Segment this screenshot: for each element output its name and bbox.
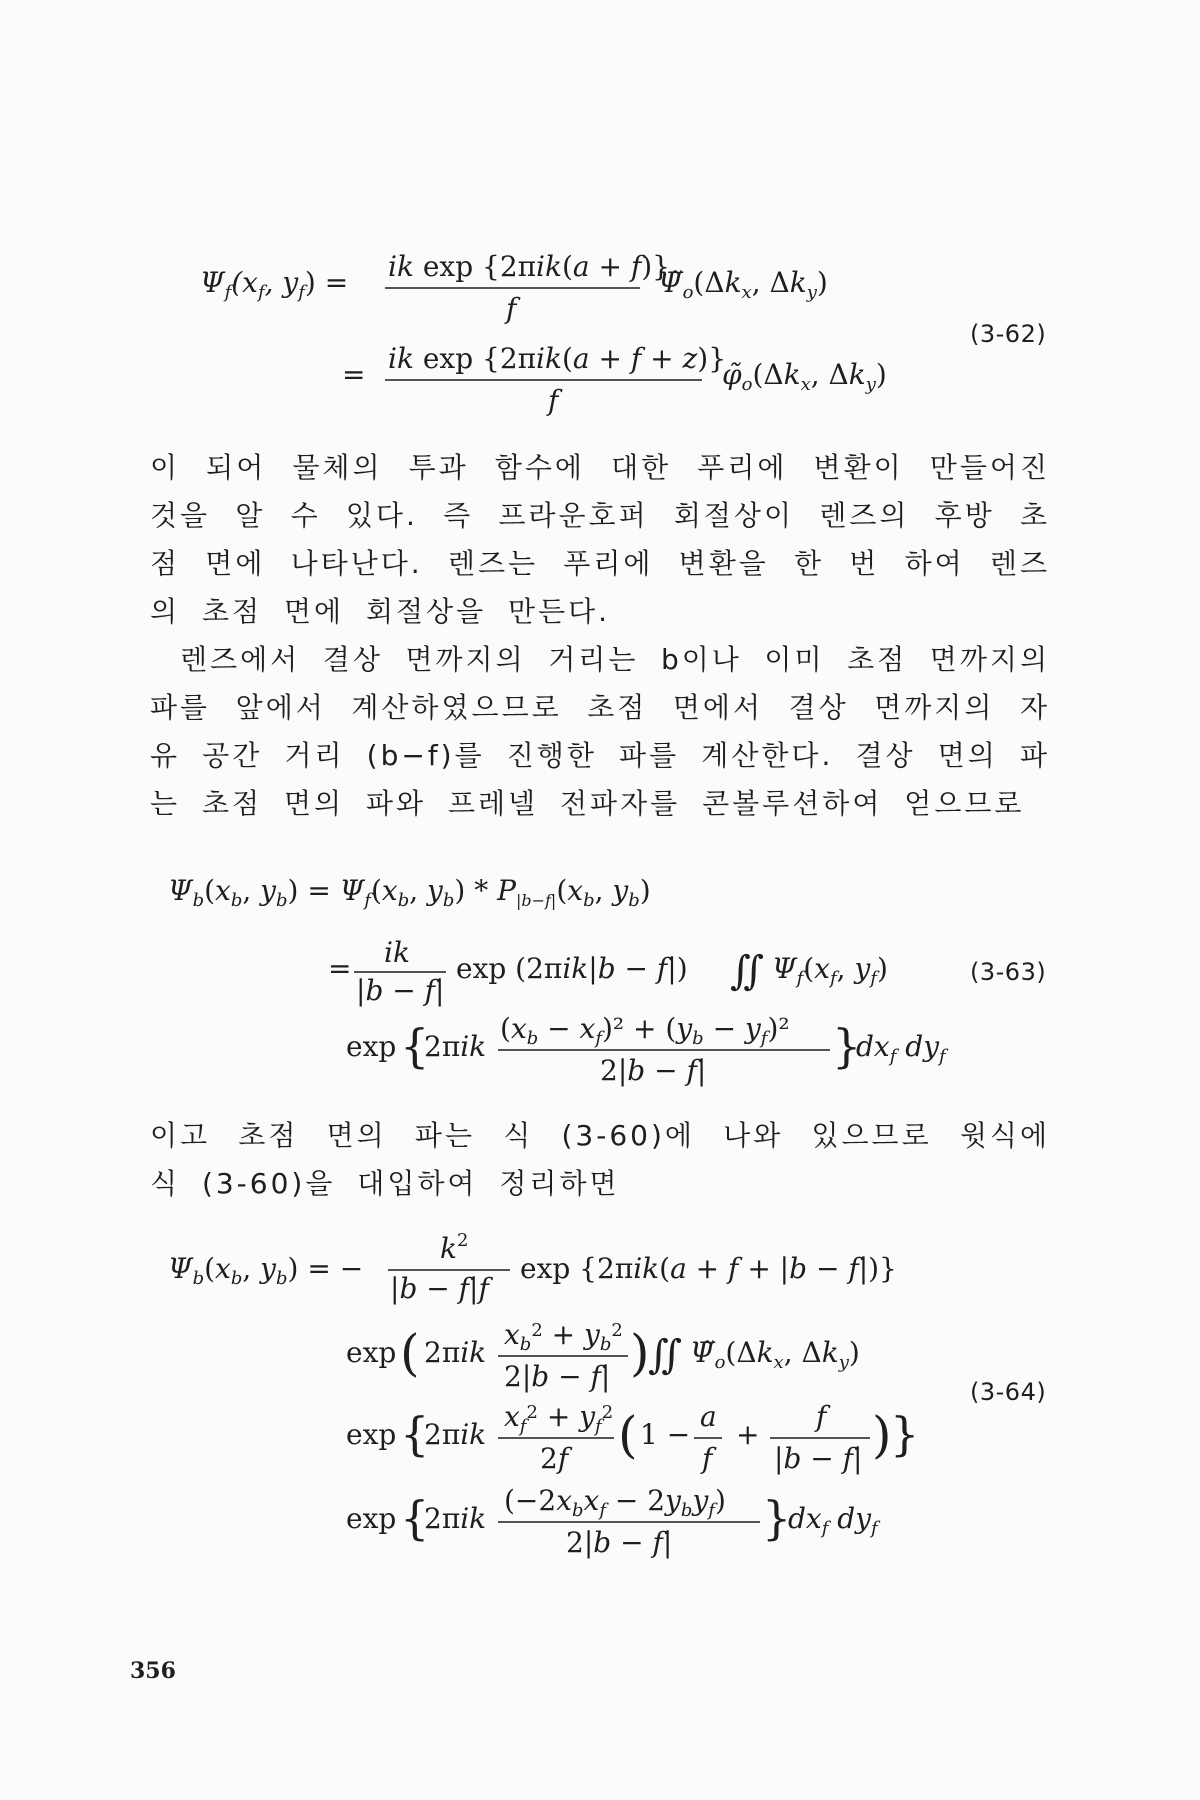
paragraph-3: 이고 초점 면의 파는 식 (3-60)에 나와 있으므로 윗식에 식 (3-60)을 대입하여 정리하면 (150, 1119, 1050, 1200)
equation-number: (3-62) (970, 320, 1047, 348)
svg-text:2πik: 2πik (424, 1030, 487, 1063)
svg-text:Ψ̃o(Δkx, Δky): $\Psĩ_o(\Delta k_x$, $\Delta k_y$) (658, 266, 828, 303)
svg-text:xf2 + yf2: $x_f^2 + y_f^2$ (504, 1400, 614, 1437)
svg-text:{: { (400, 1019, 430, 1073)
svg-text:f: f (548, 384, 559, 417)
svg-text:Ψf(xf, yf): $\Psi_f(x_f$, $y_f$) (772, 952, 888, 989)
svg-text:2|b − f|: 2|b − f| (504, 1360, 611, 1393)
svg-text:ik exp {2πik(a + f + z)}: ik exp {2πik(a + f + z)} (388, 342, 727, 375)
svg-text:∬: ∬ (648, 1332, 683, 1378)
svg-text:{: { (400, 1491, 430, 1545)
svg-text:f: f (506, 292, 517, 325)
svg-text:(−2xbxf − 2ybyf): $(-2x_bx_f - 2y_by_f)$ (504, 1484, 726, 1521)
svg-text:(: ( (400, 1324, 420, 1382)
equation-number: (3-64) (970, 1378, 1047, 1406)
svg-text:1 −: 1 − (640, 1418, 691, 1451)
paragraph-1: 이 되어 물체의 투과 함수에 대한 푸리에 변환이 만들어진 것을 알 수 있다. 즉 프라운호퍼 회절상이 렌즈의 후방 초점 면에 나타난다. 렌즈는 푸리에 변환을 한 번 하여 렌즈의 초점 면에 회절상을 만든다. (150, 451, 1050, 628)
svg-text:exp (2πik|b − f|): exp (2πik|b − f|) (456, 952, 688, 985)
svg-text:exp {2πik(a + f + |b − f|)}: exp {2πik(a + f + |b − f|)} (520, 1252, 897, 1285)
svg-text:f: f (816, 1400, 827, 1433)
svg-text:(: ( (618, 1406, 638, 1464)
svg-text:dxf dyf: $dx_f$ $dy_f$ (856, 1030, 946, 1067)
svg-text:f: f (702, 1442, 713, 1475)
svg-text:exp: exp (346, 1030, 397, 1063)
svg-text:exp: exp (346, 1336, 397, 1369)
svg-text:dxf dyf: $dx_f$ $dy_f$ (788, 1502, 878, 1539)
svg-text:2f: 2f (540, 1442, 569, 1475)
svg-text:=: = (342, 358, 366, 391)
svg-text:2|b − f|: 2|b − f| (600, 1054, 707, 1087)
svg-text:=: = (328, 952, 352, 985)
svg-text:Ψ̃o(Δkx, Δky): $\Psĩ_o(\Delta k_x$, $\Delta k_y$) (690, 1336, 860, 1373)
svg-text:): ) (872, 1406, 892, 1464)
svg-text:|b − f|: |b − f| (356, 974, 445, 1007)
svg-text:a: a (700, 1400, 717, 1433)
svg-text:Ψf(xf, yf) =: $\Psi_f(x_f$, $y_f$) = (200, 266, 349, 303)
svg-text:+: + (736, 1418, 760, 1451)
svg-text:}: } (890, 1407, 920, 1461)
equation-number: (3-63) (970, 958, 1047, 986)
svg-text:|b − f|: |b − f| (774, 1442, 863, 1475)
svg-text:exp: exp (346, 1502, 397, 1535)
paragraph-2: 렌즈에서 결상 면까지의 거리는 b이나 이미 초점 면까지의 파를 앞에서 계산하였으므로 초점 면에서 결상 면까지의 자유 공간 거리 (b−f)를 진행한 파를 계산한다. 결상 면의 파는 초점 면의 파와 프레넬 전파자를 콘볼루션하여 얻으므로 (150, 643, 1050, 820)
svg-text:φ̃o(Δkx, Δky): $\varphĩ_o(\Delta k_x$, $\Delta k_y$) (722, 358, 887, 395)
svg-text:ik exp {2πik(a + f)}: ik exp {2πik(a + f)} (388, 250, 670, 283)
svg-text:k2: $k^2$ (440, 1230, 469, 1265)
svg-text:∬: ∬ (730, 948, 765, 994)
svg-text:xb2 + yb2: $x_b^2 + y_b^2$ (504, 1318, 623, 1355)
svg-text:2πik: 2πik (424, 1336, 487, 1369)
svg-text:2πik: 2πik (424, 1502, 487, 1535)
svg-text:2πik: 2πik (424, 1418, 487, 1451)
svg-text:2|b − f|: 2|b − f| (566, 1526, 673, 1559)
svg-text:{: { (400, 1407, 430, 1461)
svg-text:}: } (832, 1019, 862, 1073)
svg-text:}: } (762, 1491, 792, 1545)
svg-text:exp: exp (346, 1418, 397, 1451)
svg-text:): ) (630, 1324, 650, 1382)
svg-text:|b − f|f: |b − f|f (390, 1272, 489, 1305)
svg-text:Ψb(xb, yb) = Ψf(xb, yb) * P|b−: $\Psi_b(x_b$, $y_b) = \Psi_f(x_b$, $y_b) * P_{|b-f|}(x_b$, $y_b$) (168, 874, 651, 911)
svg-text:Ψb(xb, yb) = −: $\Psi_b(x_b$, $y_b$) = − (168, 1252, 364, 1289)
svg-text:(xb − xf)² + (yb − yf)²: $(x_b - x_f)^2 + (y_b - y_f)^2$ (500, 1012, 790, 1049)
svg-text:ik: ik (384, 936, 410, 969)
page-number: 356 (130, 1658, 176, 1684)
